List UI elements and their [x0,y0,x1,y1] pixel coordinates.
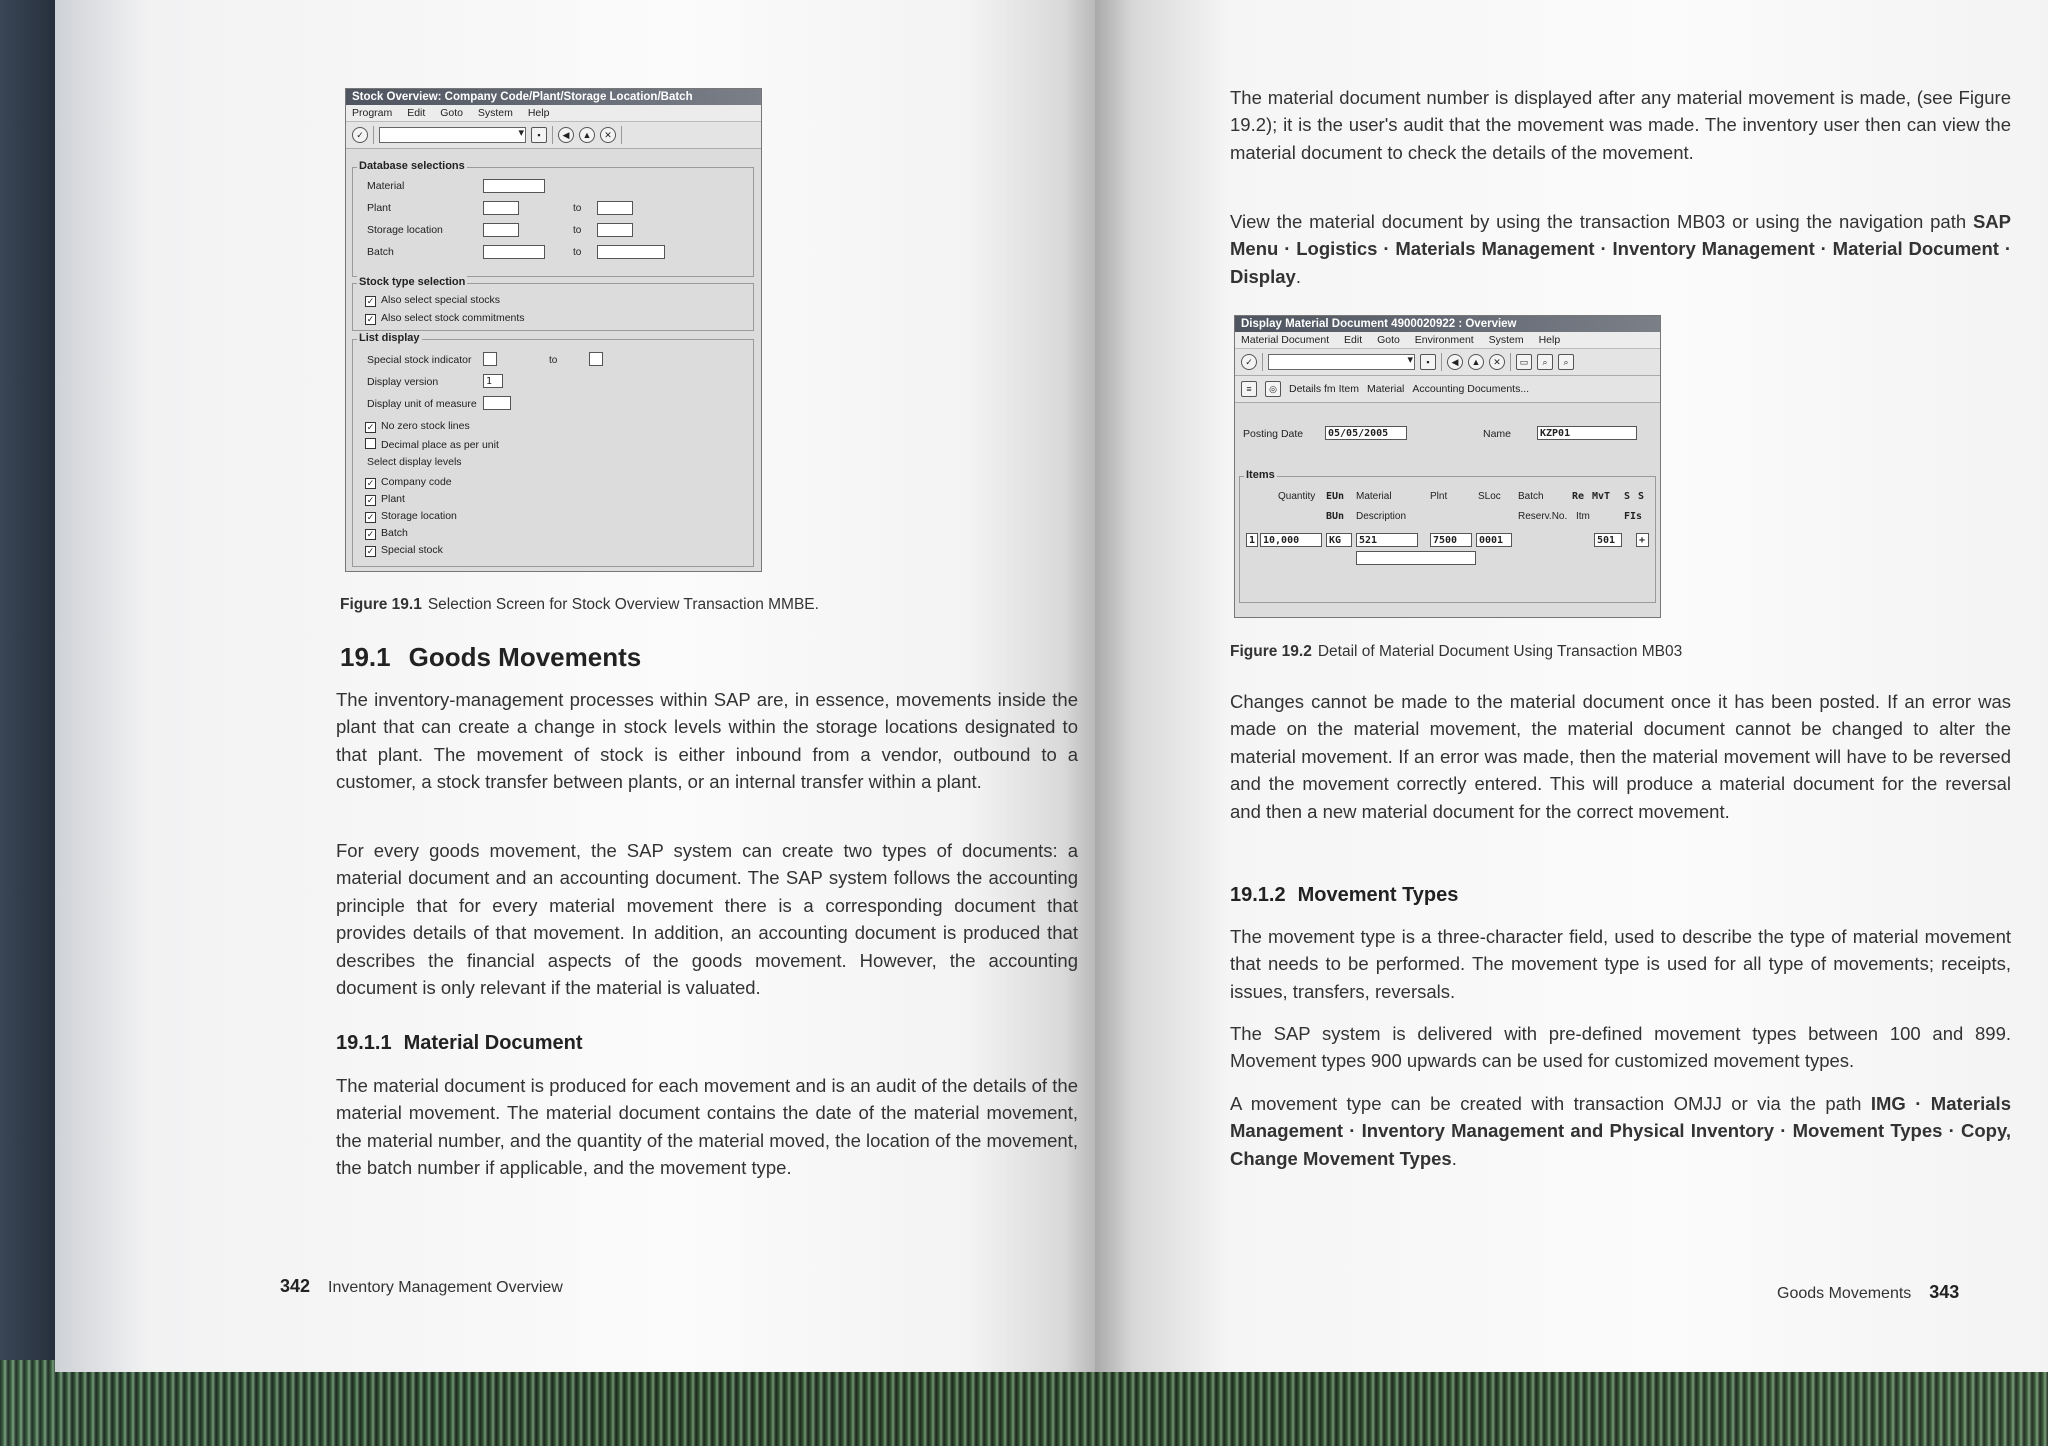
special-stock-to-input[interactable] [589,352,603,366]
select-levels-label: Select display levels [367,456,462,468]
material-button[interactable]: Material [1367,383,1405,395]
enter-icon[interactable]: ✓ [352,127,368,143]
menu-path: SAP Menu · Logistics · Materials Management · Inventory Management · Material Document · Display [1230,211,2011,287]
movement-type-field[interactable]: 501 [1594,533,1622,547]
col-fis: FIs [1624,511,1643,522]
col-mvt: MvT [1592,491,1611,502]
col-bun: BUn [1326,511,1345,522]
back-icon[interactable]: ◀ [1447,354,1463,370]
paragraph: The movement type is a three-character field, used to describe the type of material movement that needs to be performed. The movement type is used for all type of movements; receipts, issues, transfers, reversals. [1230,926,2011,1002]
paragraph: The inventory-management processes within SAP are, in essence, movements inside the plant that can create a change in stock levels within the storage locations designated to that plant. The movement of stock is either inbound from a vendor, outbound to a customer, a stock transfer between plants, or an internal transfer within a plant. [336,689,1078,793]
section-heading [340,642,641,673]
display-icon[interactable]: ◎ [1265,381,1281,397]
toolbar-separator [621,126,622,144]
standard-toolbar [346,122,761,149]
display-version-label: Display version [367,376,439,388]
overview-icon[interactable]: ≡ [1241,381,1257,397]
company-code-checkbox[interactable]: ✓ Company code [366,476,452,488]
to-label: to [549,355,558,366]
command-field[interactable] [1268,354,1415,370]
toolbar-separator [1441,353,1442,371]
running-title: Inventory Management Overview [328,1279,563,1296]
toolbar-separator [1510,353,1511,371]
special-stock-checkbox[interactable]: ✓ Special stock [366,544,443,556]
menu-path: IMG · Materials Management · Inventory Management and Physical Inventory · Movement Types · Copy, Change Movement Types [1230,1093,2011,1169]
menu-edit[interactable]: Edit [407,107,426,119]
menu-edit[interactable]: Edit [1344,334,1363,346]
print-icon[interactable]: ▭ [1516,354,1532,370]
name-field[interactable]: KZP01 [1537,426,1637,440]
toolbar-separator [552,126,553,144]
col-quantity: Quantity [1278,491,1316,502]
stock-commitments-checkbox[interactable]: ✓ Also select stock commitments [366,312,525,324]
details-from-item-button[interactable]: Details fm Item [1289,383,1360,395]
description-field[interactable] [1356,551,1476,565]
menu-system[interactable]: System [1488,334,1524,346]
section-title: Goods Movements [408,642,642,672]
material-input[interactable] [483,179,545,193]
display-unit-label: Display unit of measure [367,398,477,410]
sloc-to-input[interactable] [597,223,633,237]
plus-field[interactable]: + [1636,533,1649,547]
database-selections-group [352,160,754,277]
to-label: to [573,247,582,258]
col-eun: EUn [1326,491,1345,502]
col-batch: Batch [1518,491,1544,502]
caption-text: Detail of Material Document Using Transaction MB03 [1317,643,1683,660]
batch-label: Batch [367,246,394,258]
page-footer [280,1276,563,1297]
subsection-title: Movement Types [1297,884,1459,906]
accounting-documents-button[interactable]: Accounting Documents... [1412,383,1530,395]
plant-label: Plant [367,202,391,214]
col-s1: S [1624,491,1631,502]
group-title: Items [1246,469,1275,481]
name-label: Name [1483,428,1512,440]
subsection-title: Material Document [403,1032,583,1054]
unit-field[interactable]: KG [1326,533,1352,547]
paragraph: The SAP system is delivered with pre-defined movement types between 100 and 899. Movement types 900 upwards can be used for customized movement types. [1230,1023,2011,1072]
storage-location-label: Storage location [367,224,443,236]
sloc-field[interactable]: 0001 [1476,533,1512,547]
subsection-heading [1230,884,1458,907]
menu-environment[interactable]: Environment [1414,334,1474,346]
stock-type-selection-group [352,276,754,331]
exit-icon[interactable]: ▲ [1468,354,1484,370]
plant-checkbox[interactable]: ✓ Plant [366,493,405,505]
batch-checkbox[interactable]: ✓ Batch [366,527,408,539]
find-icon[interactable]: ⌕ [1537,354,1553,370]
posting-date-label: Posting Date [1243,428,1304,440]
figure-19-2-window [1234,315,1661,618]
paragraph: A movement type can be created with transaction OMJJ or via the path IMG · Materials Management · Inventory Management and Physical Inventory · Movement Types · Copy, Change Movement Types. [1230,1093,2011,1169]
menu-system[interactable]: System [477,107,513,119]
col-plnt: Plnt [1430,491,1448,502]
figure-caption [340,596,819,614]
material-field[interactable]: 521 [1356,533,1418,547]
standard-toolbar [1235,349,1660,376]
menu-material-document[interactable]: Material Document [1241,334,1330,346]
menu-goto[interactable]: Goto [440,107,463,119]
col-material: Material [1356,491,1392,502]
special-stocks-checkbox[interactable]: ✓ Also select special stocks [366,294,501,306]
menu-program[interactable]: Program [352,107,393,119]
figure-caption [1230,643,1682,661]
material-label: Material [367,180,405,192]
group-title: Database selections [359,160,465,172]
col-description: Description [1356,511,1407,522]
page-number: 343 [1929,1282,1960,1302]
window-title: Display Material Document 4900020922 : Overview [1235,316,1660,332]
save-icon[interactable]: ▪ [1420,354,1436,370]
plant-to-input[interactable] [597,201,633,215]
menu-help[interactable]: Help [527,107,550,119]
col-itm: Itm [1576,511,1590,522]
paragraph: The material document number is displayed after any material movement is made, (see Figure 19.2); it is the user's audit that the movement was made. The inventory user then can view the material document to check the details of the movement. [1230,87,2011,163]
subsection-number: 19.1.2 [1230,884,1286,906]
background-strip [0,1360,2048,1446]
col-re: Re [1572,491,1585,502]
figure-19-1-window [345,88,762,572]
caption-label: Figure 19.1 [340,596,422,613]
batch-to-input[interactable] [597,245,665,259]
paragraph: View the material document by using the transaction MB03 or using the navigation path SAP Menu · Logistics · Materials Management · Inventory Management · Material Document · Display. [1230,211,2011,287]
plant-from-input[interactable] [483,201,519,215]
list-display-group [352,332,754,567]
menu-bar [1235,332,1660,349]
paragraph: For every goods movement, the SAP system can create two types of documents: a material document and an accounting document. The SAP system follows the accounting principle that for every material movement there is a corresponding document that provides details of that movement. In addition, an accounting document is produced that describes the financial aspects of the goods movement. However, the accounting document is only relevant if the material is valuated. [336,840,1078,999]
window-title: Stock Overview: Company Code/Plant/Storage Location/Batch [346,89,761,105]
toolbar-separator [1262,353,1263,371]
posting-date-field[interactable]: 05/05/2005 [1325,426,1407,440]
display-version-input[interactable]: 1 [483,374,503,388]
paragraph: The material document is produced for each movement and is an audit of the details of the material movement. The material document contains the date of the material movement, the material number, and the quantity of the material moved, the location of the movement, the batch number if applicable, and the movement type. [336,1075,1078,1179]
save-icon[interactable]: ▪ [531,127,547,143]
caption-label: Figure 19.2 [1230,643,1312,660]
batch-from-input[interactable] [483,245,545,259]
special-stock-from-input[interactable] [483,352,497,366]
sloc-from-input[interactable] [483,223,519,237]
page-footer [1777,1282,1959,1303]
page-number: 342 [280,1276,311,1296]
special-stock-indicator-label: Special stock indicator [367,354,472,366]
enter-icon[interactable]: ✓ [1241,354,1257,370]
paragraph: Changes cannot be made to the material document once it has been posted. If an error was made on the material movement, the material document cannot be changed to alter the material movement. If an error was made, then the material movement will have to be reversed and the movement correctly entered. This will produce a material document for the reversal and then a new material document for the correct movement. [1230,691,2011,822]
menu-goto[interactable]: Goto [1377,334,1400,346]
decimal-place-checkbox[interactable]: Decimal place as per unit [365,438,499,451]
col-sloc: SLoc [1478,491,1501,502]
caption-text: Selection Screen for Stock Overview Transaction MMBE. [427,596,819,613]
command-field[interactable] [379,127,526,143]
subsection-heading [336,1032,583,1055]
toolbar-separator [373,126,374,144]
running-title: Goods Movements [1777,1285,1912,1302]
group-title: Stock type selection [359,276,466,288]
group-title: List display [359,332,420,344]
menu-bar [346,105,761,122]
to-label: to [573,225,582,236]
quantity-field[interactable]: 10,000 [1260,533,1322,547]
back-icon[interactable]: ◀ [558,127,574,143]
exit-icon[interactable]: ▲ [579,127,595,143]
application-toolbar [1235,376,1660,403]
subsection-number: 19.1.1 [336,1032,392,1054]
cancel-icon[interactable]: ✕ [600,127,616,143]
section-number: 19.1 [340,642,391,672]
row-index[interactable]: 1 [1246,533,1258,547]
no-zero-stock-checkbox[interactable]: ✓ No zero stock lines [366,420,470,432]
storage-location-checkbox[interactable]: ✓ Storage location [366,510,457,522]
right-page [1095,0,2048,1372]
plant-field[interactable]: 7500 [1430,533,1472,547]
find-next-icon[interactable]: ⌕ [1558,354,1574,370]
cancel-icon[interactable]: ✕ [1489,354,1505,370]
col-s2: S [1638,491,1645,502]
display-unit-input[interactable] [483,396,511,410]
left-page [55,0,1095,1372]
to-label: to [573,203,582,214]
items-group [1239,469,1656,603]
col-reserv-no: Reserv.No. [1518,511,1568,522]
menu-help[interactable]: Help [1538,334,1561,346]
